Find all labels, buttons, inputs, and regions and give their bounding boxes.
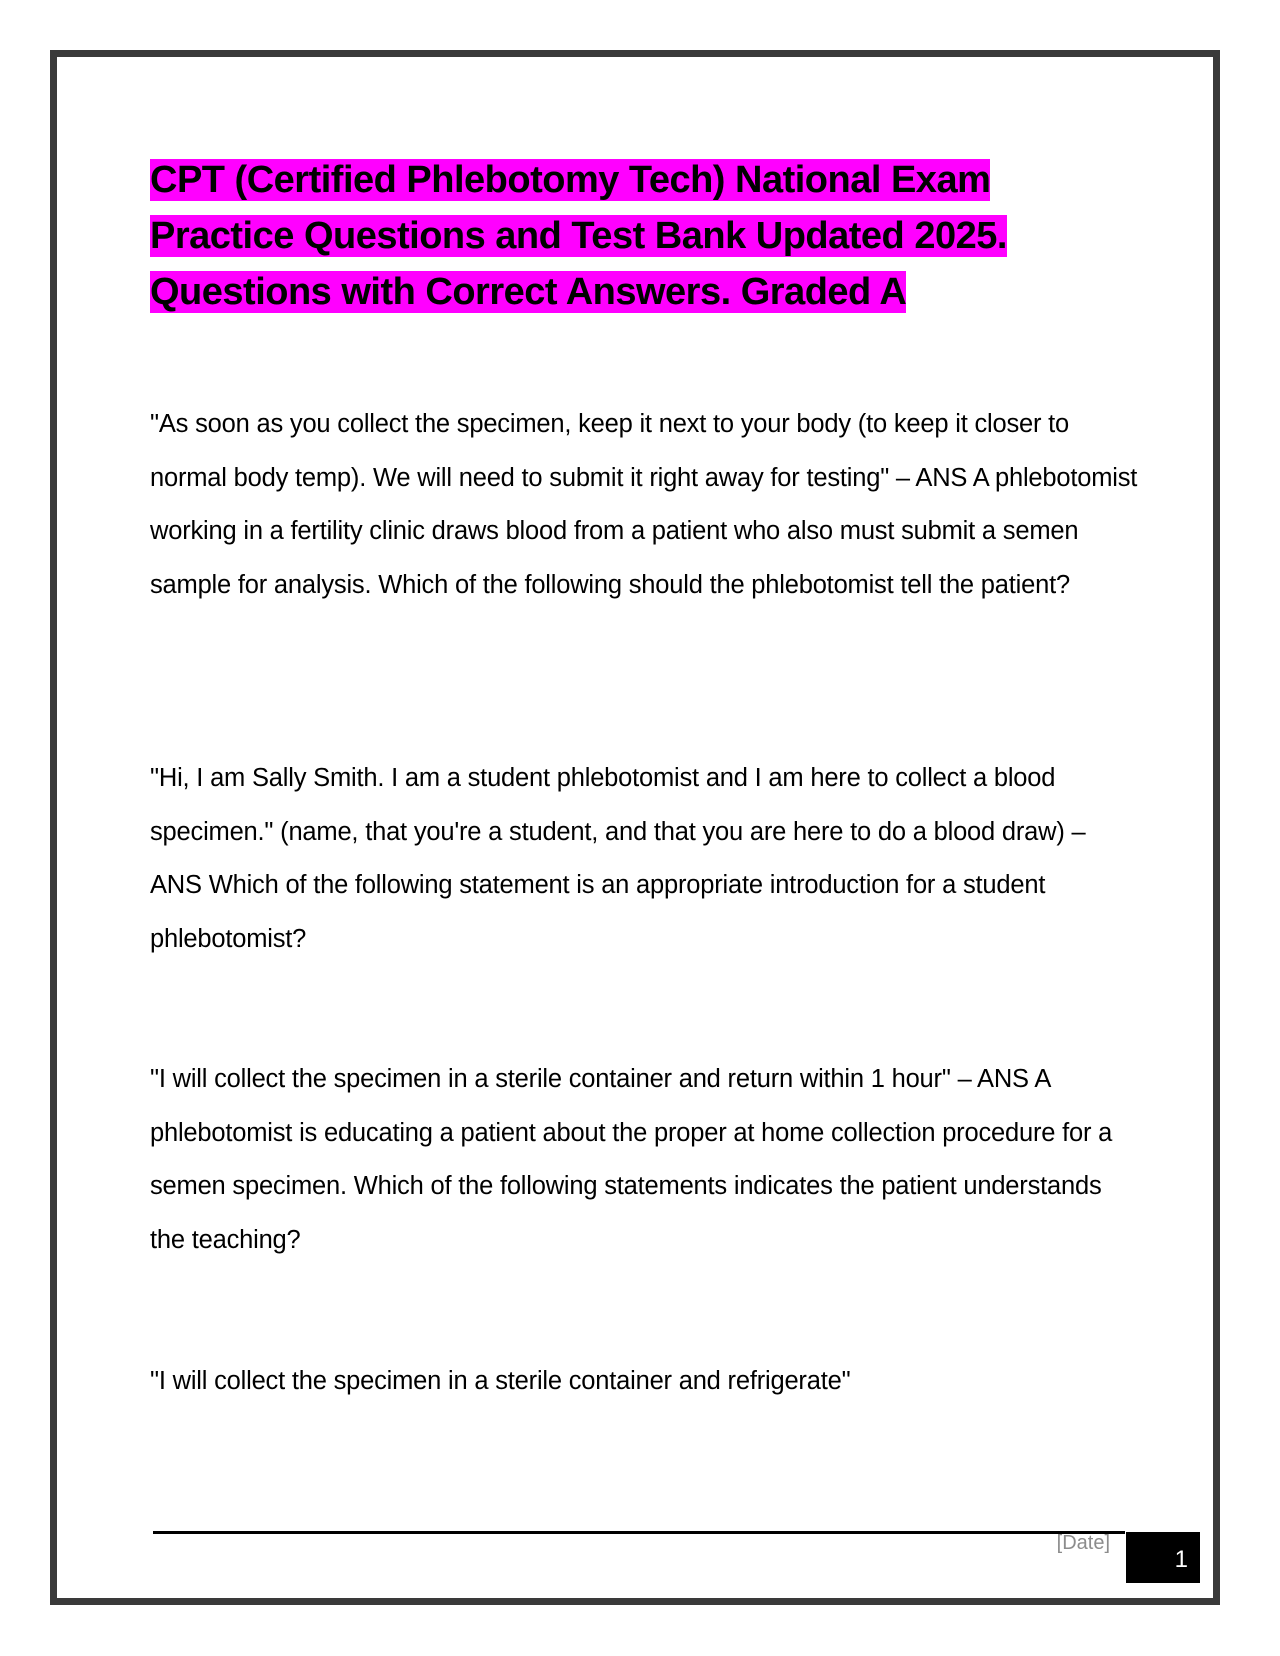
qa-entry: "I will collect the specimen in a sterile container and return within 1 hour" – ANS A phlebotomist is educating a patient about the proper at home collection procedure for a semen specimen. Which of the following statements indicates the patient understands the teaching? bbox=[150, 1065, 1113, 1254]
qa-entry: "I will collect the specimen in a sterile container and refrigerate" bbox=[150, 1367, 851, 1395]
page-number: 1 bbox=[1174, 1546, 1188, 1573]
document-title bbox=[150, 152, 1100, 320]
footer-divider bbox=[153, 1531, 1125, 1534]
title-highlight: CPT (Certified Phlebotomy Tech) National Exam Practice Questions and Test Bank Updated 2025. Questions with Correct Answers. Graded A bbox=[150, 159, 1007, 313]
footer-date: [Date] bbox=[1056, 1532, 1110, 1554]
page-number-box bbox=[1126, 1532, 1200, 1583]
qa-entry: "As soon as you collect the specimen, keep it next to your body (to keep it closer to normal body temp). We will need to submit it right away for testing" – ANS A phlebotomist working in a fertility clinic draws blood from a patient who also must submit a semen sample for analysis. Which of the following should the phlebotomist tell the patient? bbox=[150, 410, 1138, 599]
qa-entry: "Hi, I am Sally Smith. I am a student phlebotomist and I am here to collect a blood specimen." (name, that you're a student, and that you are here to do a blood draw) – ANS Which of the following statement is an appropriate introduction for a student phlebotomist? bbox=[150, 764, 1086, 953]
